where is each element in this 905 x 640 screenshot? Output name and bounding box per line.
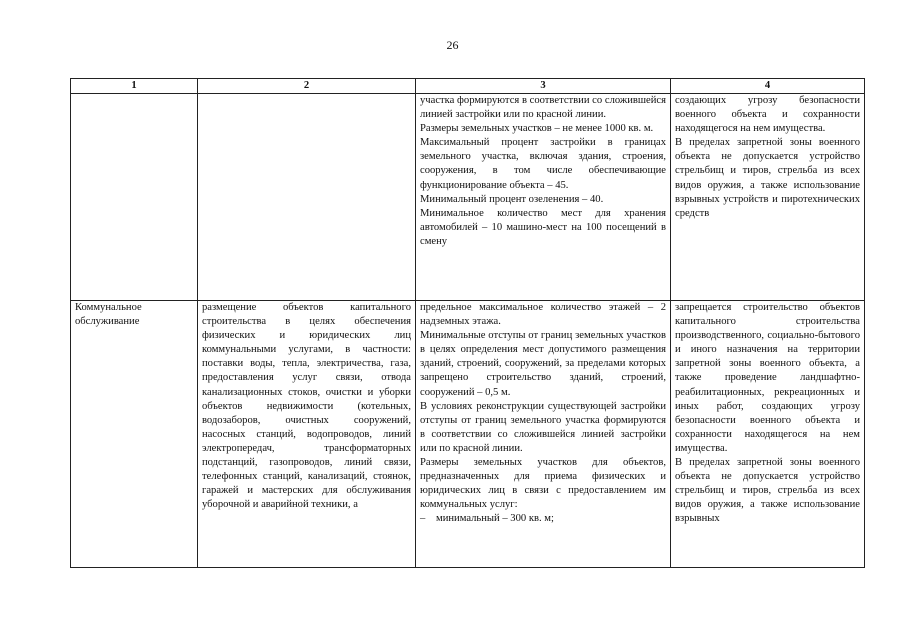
table-row	[71, 301, 865, 568]
row2-parameter-text: предельное максимальное количество этажей – 2 надземных этажа.	[420, 302, 666, 328]
regulations-table	[70, 78, 865, 568]
table-header-row	[71, 79, 865, 94]
row2-restriction-text: В пределах запретной зоны военного объекта не допускается устройство стрельбищ и тиров, стрельба из всех видов оружия, а также использование взрывных	[675, 457, 860, 525]
column-header-1: 1	[71, 79, 198, 94]
use-type-label: Коммунальное обслуживание	[75, 302, 142, 328]
table-row	[71, 94, 865, 301]
row1-description-cell	[198, 94, 416, 301]
row2-parameter-text: Размеры земельных участков для объектов, предназначенных для приема физических и юридических лиц в связи с предоставлением им коммунальных услуг:	[420, 457, 666, 511]
row2-parameters-cell	[416, 301, 671, 568]
row1-parameter-text: участка формируются в соответствии со сложившейся линией застройки или по красной линии.	[420, 95, 666, 121]
column-header-3: 3	[416, 79, 671, 94]
row1-restriction-text: создающих угрозу безопасности военного объекта и сохранности находящегося на нем имущества.	[675, 95, 860, 135]
list-dash-marker: –	[420, 513, 426, 525]
row2-description-cell	[198, 301, 416, 568]
row1-parameter-text: Размеры земельных участков – не менее 1000 кв. м.	[420, 123, 654, 135]
column-header-4: 4	[671, 79, 865, 94]
column-header-2: 2	[198, 79, 416, 94]
row2-parameter-text: В условиях реконструкции существующей застройки отступы от границ земельного участка формируются в соответствии со сложившейся линией застройки или по красной линии.	[420, 400, 666, 454]
row2-use-type-cell	[71, 301, 198, 568]
row1-parameter-text: Максимальный процент застройки в границах земельного участка, включая здания, строения, сооружения, в том числе обеспечивающие функционирование объекта – 45.	[420, 137, 666, 191]
row1-parameter-text: Минимальный процент озеленения – 40.	[420, 193, 604, 205]
list-item	[420, 512, 666, 526]
row1-restriction-text: В пределах запретной зоны военного объекта не допускается устройство стрельбищ и тиров, стрельба из всех видов оружия, а также использование взрывных устройств и пиротехнических средств	[675, 137, 860, 219]
list-item-text: минимальный – 300 кв. м;	[436, 513, 554, 525]
row2-parameter-text: Минимальные отступы от границ земельных участков в целях определения мест допустимого размещения зданий, строений, сооружений, за пределами которых запрещено строительство зданий, строений, сооружений – 0,5 м.	[420, 330, 666, 398]
row1-parameters-cell	[416, 94, 671, 301]
row1-parameter-text: Минимальное количество мест для хранения автомобилей – 10 машино-мест на 100 посещений в смену	[420, 207, 666, 247]
row2-restrictions-cell	[671, 301, 865, 568]
row1-use-type-cell	[71, 94, 198, 301]
use-description-text: размещение объектов капитального строительства в целях обеспечения физических и юридических лиц коммунальными услугами, в частности: поставки воды, тепла, электричества, газа, предоставления услуг связи, отвода канализационных стоков, очистки и уборки объектов недвижимости (котельных, водозаборов, очистных сооружений, насосных станций, водопроводов, линий электропередач, трансформаторных подстанций, газопроводов, линий связи, телефонных станций, канализаций, стоянок, гаражей и мастерских для обслуживания уборочной и аварийной техники, а	[202, 302, 411, 511]
row1-restrictions-cell	[671, 94, 865, 301]
row2-restriction-text: запрещается строительство объектов капитального строительства производственного, социально-бытового и иного назначения на территории запретной зоны военного объекта, а также проведение ландшафтно-реабилитационных, рекреационных и иных работ, создающих угрозу безопасности военного объекта и сохранности находящегося на нем имущества.	[675, 302, 860, 454]
page-number: 26	[446, 38, 459, 52]
